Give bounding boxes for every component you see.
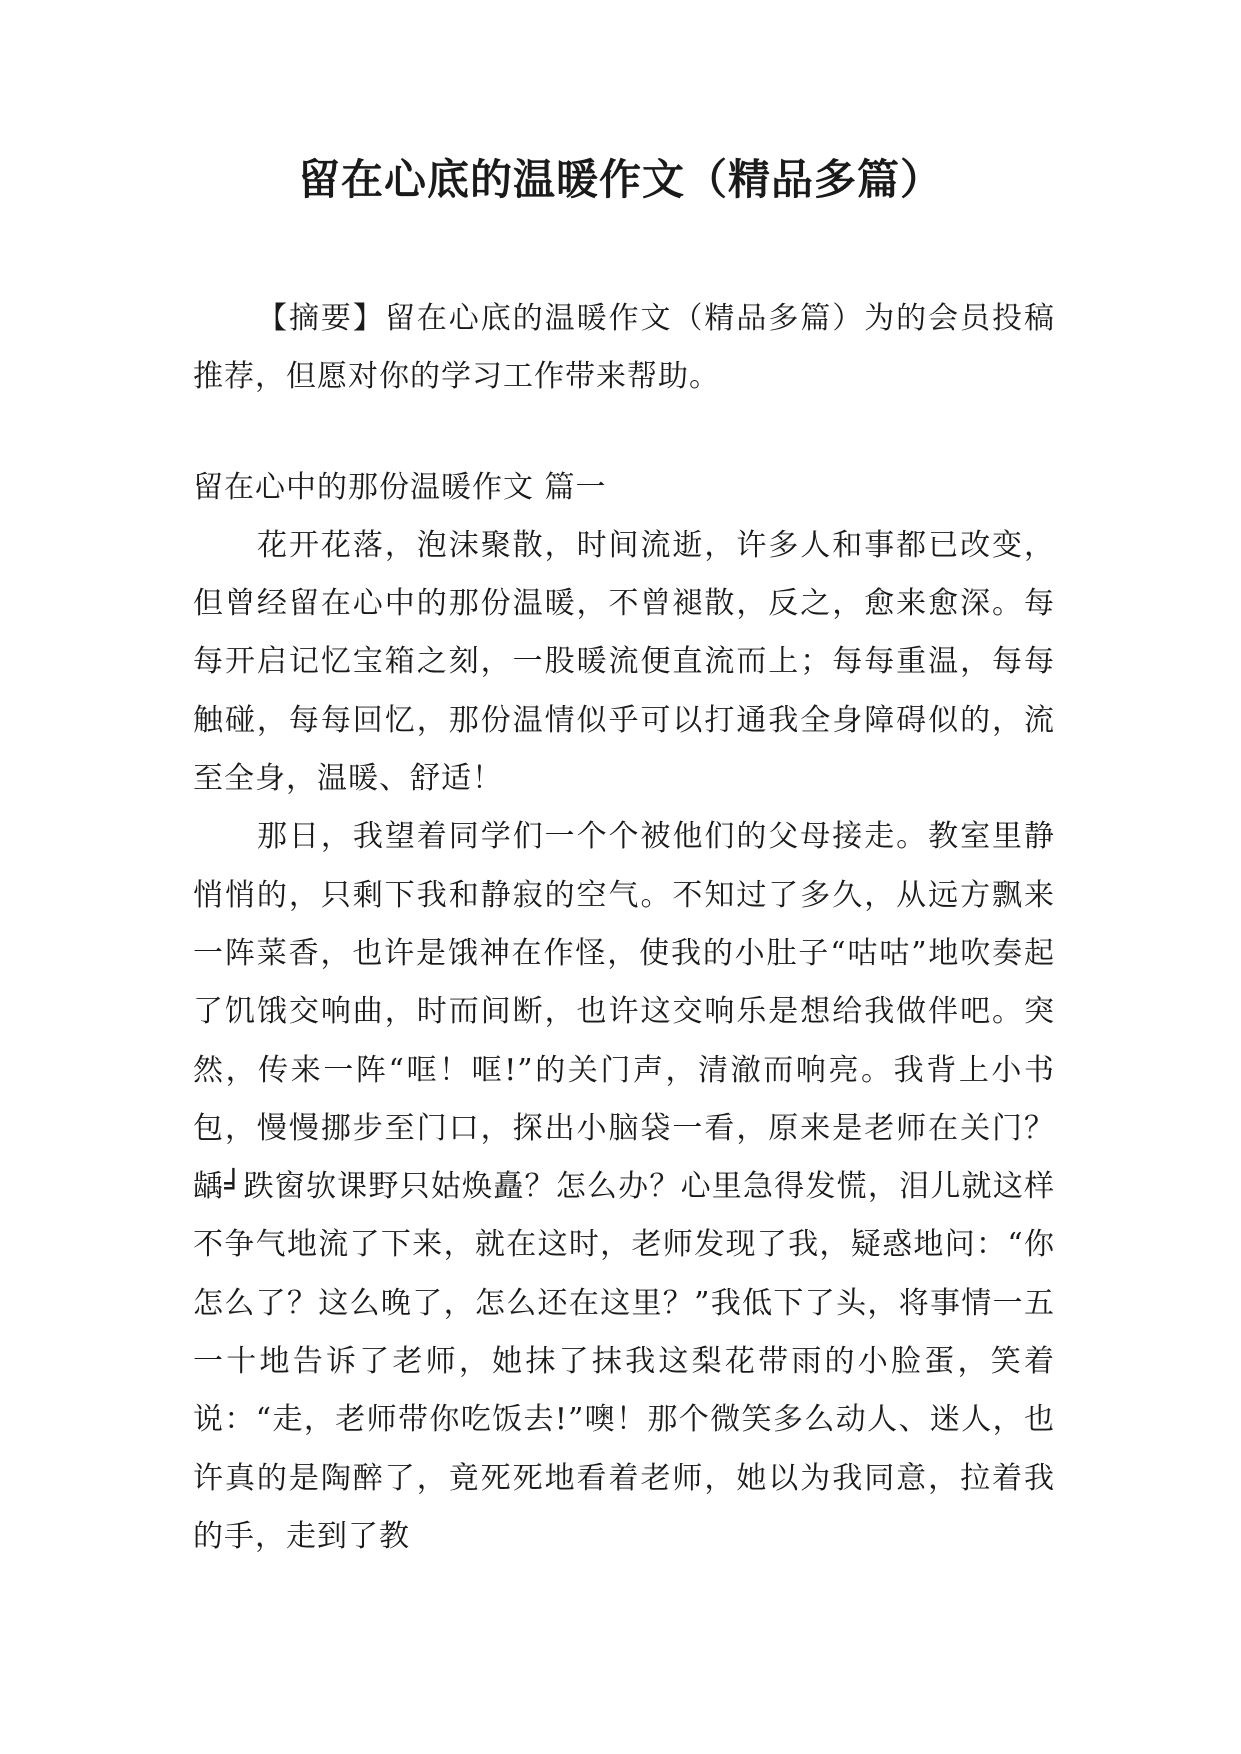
body-paragraph: 那日，我望着同学们一个个被他们的父母接走。教室里静悄悄的，只剩下我和静寂的空气。不知过了多久，从远方飘来一阵菜香，也许是饿神在作怪，使我的小肚子“咕咕”地吹奏起了饥饿交响曲，时而间断，也许这交响乐是想给我做伴吧。突然，传来一阵“哐！哐!”的关门声，清澈而响亮。我背上小书包，慢慢挪步至门口，探出小脑袋一看，原来是老师在关门？龋╛跌窗欤课野只姑焕矗？怎么办？心里急得发慌，泪儿就这样不争气地流了下来，就在这时，老师发现了我，疑惑地问：“你怎么了？这么晚了，怎么还在这里？”我低下了头，将事情一五一十地告诉了老师，她抹了抹我这梨花带雨的小脸蛋，笑着说：“走，老师带你吃饭去!”噢！那个微笑多么动人、迷人，也许真的是陶醉了，竟死死地看着老师，她以为我同意，拉着我的手，走到了教	[193, 819, 1055, 1554]
section-heading: 留在心中的那份温暖作文 篇一	[193, 469, 607, 505]
abstract-paragraph: 【摘要】留在心底的温暖作文（精品多篇）为的会员投稿推荐，但愿对你的学习工作带来帮助。	[193, 301, 1055, 395]
document-body	[193, 290, 1055, 1566]
body-paragraph: 花开花落，泡沫聚散，时间流逝，许多人和事都已改变，但曾经留在心中的那份温暖，不曾褪散，反之，愈来愈深。每每开启记忆宝箱之刻，一股暖流便直流而上；每每重温，每每触碰，每每回忆，那份温情似乎可以打通我全身障碍似的，流至全身，温暖、舒适！	[193, 527, 1055, 797]
document-title: 留在心底的温暖作文（精品多篇）	[297, 155, 943, 204]
